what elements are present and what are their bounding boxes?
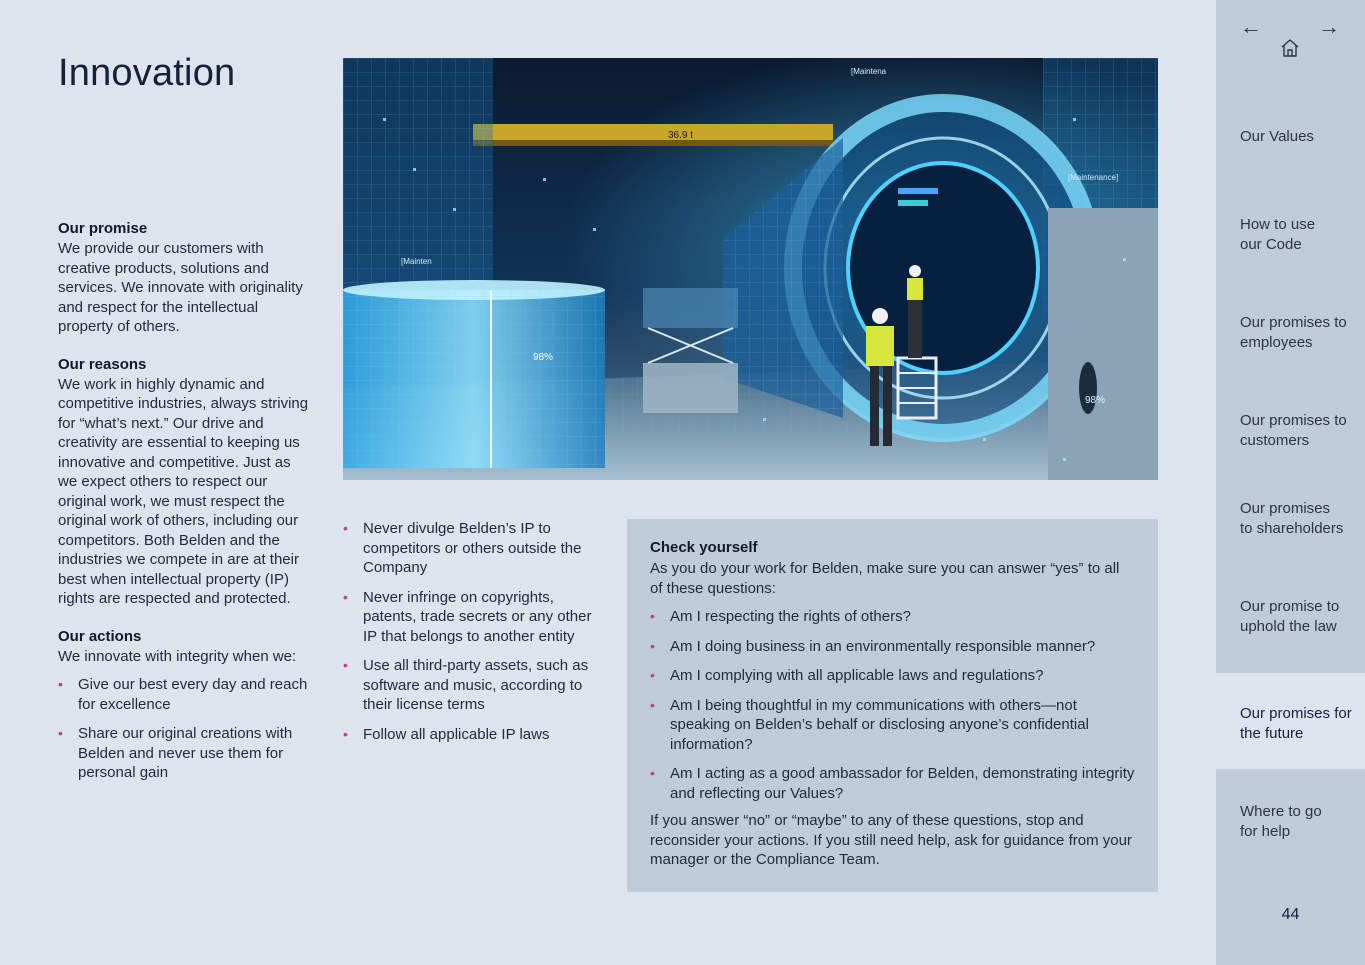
list-item <box>650 607 1136 627</box>
bullet-icon: • <box>343 725 348 742</box>
list-item <box>343 519 608 578</box>
left-column <box>58 220 310 793</box>
sidebar-item-uphold-law[interactable]: Our promise to uphold the law <box>1240 598 1340 635</box>
crane-readout: 36.9 t <box>668 130 694 141</box>
promise-heading: Our promise <box>58 220 148 237</box>
list-item-text: Am I doing business in an environmentally responsible manner? <box>670 637 1096 655</box>
bullet-icon: • <box>650 608 655 624</box>
sidebar-item-how-to-use[interactable]: How to use our Code <box>1240 216 1316 253</box>
check-yourself-closing: If you answer “no” or “maybe” to any of these questions, stop and reconsider your actions. If you still need help, ask for guidance from your manager or the Compliance Team. <box>650 812 1132 868</box>
page-title: Innovation <box>58 52 236 94</box>
bullet-icon: • <box>58 676 63 692</box>
list-item-text: Share our original creations with Belden and never use them for personal gain <box>78 725 293 781</box>
list-item-text: Am I acting as a good ambassador for Belden, demonstrating integrity and reflecting our Values? <box>670 765 1135 802</box>
actions-list <box>58 675 310 783</box>
reasons-text: We work in highly dynamic and competitive industries, always striving for “what’s next.” Our drive and creativity are essential to keeping us innovative and competitive. Just as we expect others to respect our original work, we must respect the original work of others, including our competitors. Both Belden and the industries we compete in are at their best when intellectual property (IP) rights are respected and protected. <box>58 375 309 607</box>
factory-illustration <box>343 58 1158 480</box>
middle-column <box>343 519 608 754</box>
list-item <box>650 696 1136 755</box>
reasons-heading: Our reasons <box>58 355 147 373</box>
page-number: 44 <box>1281 906 1300 923</box>
hero-image <box>343 58 1158 480</box>
sidebar-item-employees[interactable]: Our promises to employees <box>1240 314 1347 351</box>
hud-label: [Maintena <box>851 67 887 76</box>
list-item <box>650 637 1136 657</box>
list-item <box>343 725 608 745</box>
bullet-icon: • <box>343 520 348 536</box>
sidebar-item-help[interactable]: Where to go for help <box>1240 803 1322 840</box>
actions-list-continued <box>343 519 608 744</box>
actions-heading: Our actions <box>58 627 142 645</box>
list-item-text: Am I respecting the rights of others? <box>670 608 911 625</box>
bullet-icon: • <box>58 725 63 741</box>
list-item-text: Follow all applicable IP laws <box>363 725 550 743</box>
pillar-readout: 98% <box>1085 395 1106 406</box>
list-item-text: Am I complying with all applicable laws and regulations? <box>670 667 1044 684</box>
check-yourself-heading: Check yourself <box>650 539 758 556</box>
actions-intro: We innovate with integrity when we: <box>58 647 297 665</box>
list-item <box>343 656 608 715</box>
list-item <box>58 675 310 714</box>
home-icon[interactable] <box>1279 37 1301 59</box>
list-item <box>650 666 1136 686</box>
bullet-icon: • <box>650 637 655 654</box>
bullet-icon: • <box>650 765 655 781</box>
list-item-text: Never divulge Belden’s IP to competitors or others outside the Company <box>363 520 582 576</box>
bullet-icon: • <box>650 696 655 713</box>
sidebar-item-customers[interactable]: Our promises to customers <box>1240 412 1347 449</box>
list-item <box>650 764 1136 803</box>
sidebar-item-future[interactable]: Our promises for the future <box>1216 673 1365 769</box>
list-item <box>343 588 608 647</box>
hud-label: [Mainten <box>401 257 432 266</box>
forward-arrow-icon[interactable]: → <box>1318 14 1340 39</box>
back-arrow-icon[interactable]: ← <box>1240 14 1262 39</box>
check-yourself-list <box>650 607 1136 803</box>
bullet-icon: • <box>343 588 348 605</box>
sidebar-item-shareholders[interactable]: Our promises to shareholders <box>1240 500 1344 537</box>
list-item-text: Am I being thoughtful in my communications with others—not speaking on Belden’s behalf or disclosing anyone’s confidential information? <box>670 696 1089 753</box>
sidebar-nav <box>1216 0 1365 965</box>
list-item-text: Give our best every day and reach for excellence <box>78 676 308 713</box>
check-yourself-box <box>627 519 1158 892</box>
check-yourself-intro: As you do your work for Belden, make sure you can answer “yes” to all of these questions: <box>650 560 1120 597</box>
list-item <box>58 724 310 783</box>
hud-label: [Maintenance] <box>1068 173 1119 182</box>
list-item-text: Never infringe on copyrights, patents, trade secrets or any other IP that belongs to another entity <box>363 588 592 645</box>
bullet-icon: • <box>343 657 348 673</box>
promise-text: We provide our customers with creative products, solutions and services. We innovate with originality and respect for the intellectual property of others. <box>58 240 303 335</box>
cylinder-readout: 98% <box>533 352 554 363</box>
bullet-icon: • <box>650 667 655 683</box>
list-item-text: Use all third-party assets, such as software and music, according to their license terms <box>363 657 589 713</box>
sidebar-item-our-values[interactable]: Our Values <box>1240 128 1314 145</box>
